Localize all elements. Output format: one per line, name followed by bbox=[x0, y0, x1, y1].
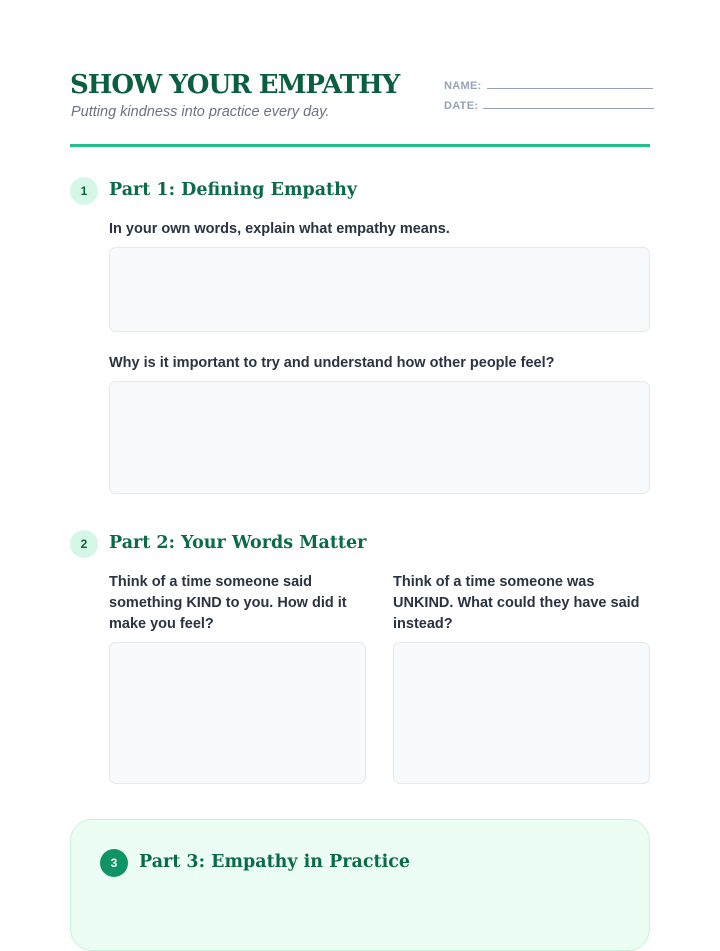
worksheet-title: SHOW YOUR EMPATHY bbox=[70, 70, 400, 100]
worksheet-subtitle: Putting kindness into practice every day. bbox=[71, 104, 330, 120]
question-define-empathy: In your own words, explain what empathy means. bbox=[109, 221, 450, 237]
part-1-badge: 1 bbox=[70, 177, 98, 205]
name-field[interactable] bbox=[444, 80, 653, 92]
part-1-title: Part 1: Defining Empathy bbox=[109, 180, 358, 200]
date-label: DATE: bbox=[444, 100, 479, 112]
question-kind-words: Think of a time someone said something KIND to you. How did it make you feel? bbox=[109, 574, 347, 632]
name-label: NAME: bbox=[444, 80, 482, 92]
part-3-panel bbox=[70, 819, 650, 951]
date-field[interactable] bbox=[444, 100, 654, 112]
answer-box-unkind-words[interactable] bbox=[393, 642, 650, 784]
date-line[interactable] bbox=[483, 108, 654, 109]
part-2-title: Part 2: Your Words Matter bbox=[109, 533, 367, 553]
part-2-badge: 2 bbox=[70, 530, 98, 558]
question-unkind-words: Think of a time someone was UNKIND. What could they have said instead? bbox=[393, 574, 640, 632]
header-divider bbox=[70, 144, 650, 147]
part-3-badge: 3 bbox=[100, 849, 128, 877]
question-why-important: Why is it important to try and understand how other people feel? bbox=[109, 355, 555, 371]
answer-box-why-important[interactable] bbox=[109, 381, 650, 494]
part-3-title: Part 3: Empathy in Practice bbox=[139, 852, 411, 872]
answer-box-kind-words[interactable] bbox=[109, 642, 366, 784]
answer-box-define-empathy[interactable] bbox=[109, 247, 650, 332]
name-line[interactable] bbox=[487, 88, 653, 89]
